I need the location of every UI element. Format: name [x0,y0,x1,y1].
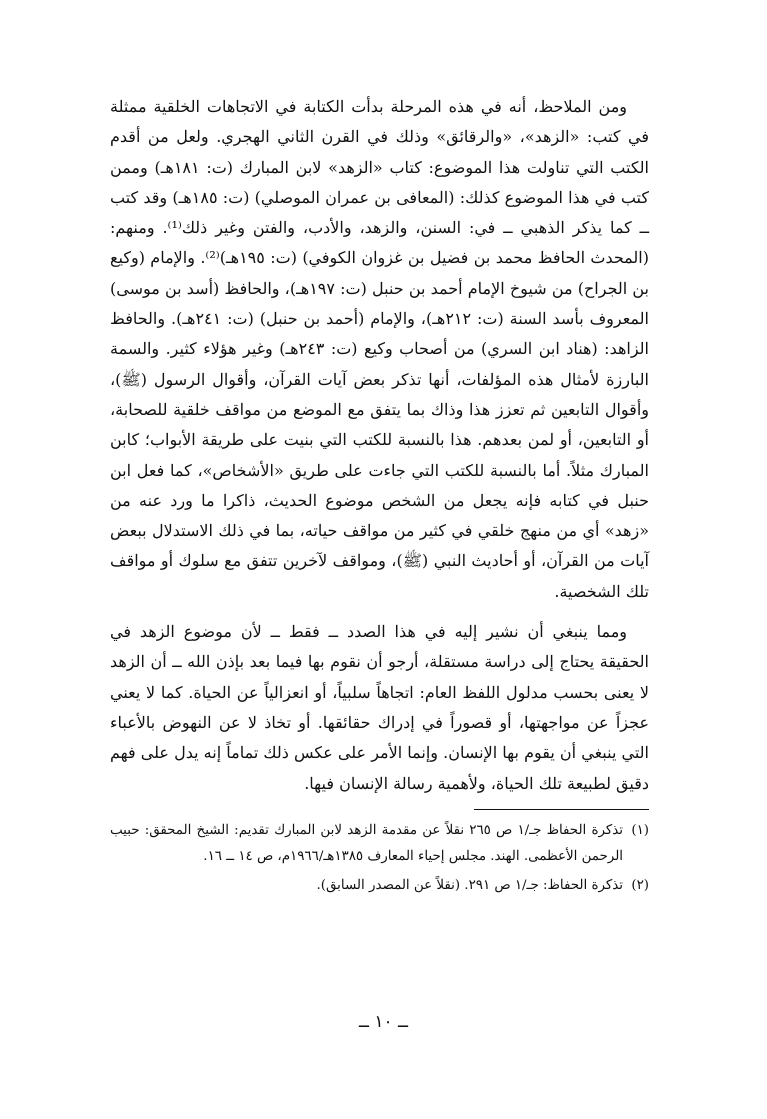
body-text [110,92,649,799]
footnote-1-text: تذكرة الحفاظ جـ/١ ص ٢٦٥ نقلاً عن مقدمة الزهد لابن المبارك تقديم: الشيخ المحقق: حبيب الرحمن الأعظمى. الهند. مجلس إحياء المعارف ١٣٨٥هـ/١٩٦٦م، ص ١٤ ــ ١٦. [110,822,623,865]
footnote-2-text: تذكرة الحفاظ: جـ/١ ص ٢٩١. (نقلاً عن المصدر السابق). [316,877,623,893]
paragraph-2: ومما ينبغي أن نشير إليه في هذا الصدد ــ فقط ــ لأن موضوع الزهد في الحقيقة يحتاج إلى دراسة مستقلة، أرجو أن نقوم بها فيما بعد بإذن الله ــ أن الزهد لا يعنى بحسب مدلول اللفظ العام: اتجاهاً سلبياً، أو انعزالياً عن الحياة. كما لا يعني عجزاً عن مواجهتها، أو قصوراً في إدراك حقائقها. أو تخاذ لا عن النهوض بالأعباء التي ينبغي أن يقوم بها الإنسان. وإنما الأمر على عكس ذلك تماماً إنه يدل على فهم دقيق لطبيعة تلك الحياة، ولأهمية رسالة الإنسان فيها. [110,622,649,793]
paragraph-1: ومن الملاحظ، أنه في هذه المرحلة بدأت الكتابة في الاتجاهات الخلقية ممثلة في كتب: «الزهد»، «والرقائق» وذلك في القرن الثاني الهجري. ولعل من أقدم الكتب التي تناولت هذا الموضوع: كتاب «الزهد» لابن المبارك (ت: ١٨١هـ) وممن كتب في هذا الموضوع كذلك: (المعافى بن عمران الموصلي) (ت: ١٨٥هـ) وقد كتب ــ كما يذكر الذهبي ــ في: السنن، والزهد، والأدب، والفتن وغير ذلك⁽¹⁾. ومنهم: (المحدث الحافظ محمد بن فضيل بن غزوان الكوفي) (ت: ١٩٥هـ)⁽²⁾. والإمام (وكيع بن الجراح) من شيوخ الإمام أحمد بن حنبل (ت: ١٩٧هـ)، والحافظ (أسد بن موسى) المعروف بأسد السنة (ت: ٢١٢هـ)، والإمام (أحمد بن حنبل) (ت: ٢٤١هـ). والحافظ الزاهد: (هناد ابن السري) من أصحاب وكيع (ت: ٢٤٣هـ) وغير هؤلاء كثير. والسمة البارزة لأمثال هذه المؤلفات، أنها تذكر بعض آيات القرآن، وأقوال الرسول (ﷺ)، وأقوال التابعين ثم تعزز هذا وذاك بما يتفق مع الموضع من مواقف خلقية للصحابة، أو التابعين، أو لمن بعدهم. هذا بالنسبة للكتب التي بنيت على طريقة الأبواب؛ كابن المبارك مثلاً. أما بالنسبة للكتب التي جاءت على طريق «الأشخاص»، كما فعل ابن حنبل في كتابه فإنه يجعل من الشخص موضوع الحديث، ذاكرا ما ورد عنه من «زهد» أي من منهج خلقي في كثير من مواقف حياته، بما في ذلك الاستدلال ببعض آيات من القرآن، أو أحاديث النبي (ﷺ)، ومواقف لآخرين تتفق مع سلوك أو مواقف تلك الشخصية. [110,97,650,601]
footnote-1 [110,818,649,871]
page-content [110,92,649,899]
footnote-2 [110,873,649,900]
footnotes [110,818,649,900]
footnote-1-label: (١) [631,822,649,838]
footnote-separator [474,809,649,810]
footnote-2-label: (٢) [631,877,649,893]
page-number: ــ ١٠ ــ [358,1012,408,1032]
